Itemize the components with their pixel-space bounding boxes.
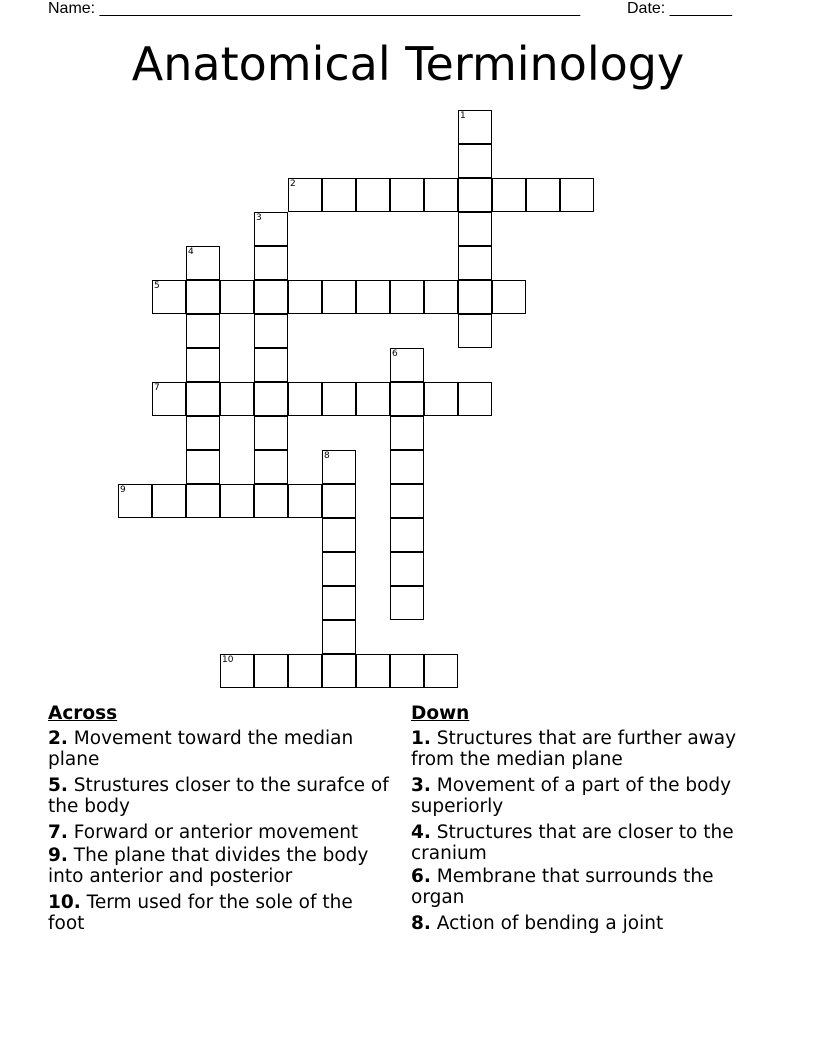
- grid-cell[interactable]: [390, 654, 424, 688]
- grid-cell[interactable]: [186, 416, 220, 450]
- name-field[interactable]: Name: ______________________________________________________: [48, 0, 581, 17]
- grid-cell[interactable]: [322, 178, 356, 212]
- grid-cell[interactable]: [356, 382, 390, 416]
- grid-cell[interactable]: [458, 144, 492, 178]
- cell-number: 7: [154, 383, 160, 393]
- grid-cell[interactable]: [152, 280, 186, 314]
- grid-cell[interactable]: [390, 178, 424, 212]
- down-heading: Down: [411, 703, 470, 724]
- grid-cell[interactable]: [152, 484, 186, 518]
- grid-cell[interactable]: [458, 382, 492, 416]
- cell-number: 8: [324, 451, 330, 461]
- clue-text: Structures that are further away from the median plane: [411, 728, 737, 770]
- clue-number: 1.: [411, 728, 431, 749]
- grid-cell[interactable]: [356, 178, 390, 212]
- cell-number: 5: [154, 281, 160, 291]
- cell-number: 10: [222, 655, 234, 665]
- date-field[interactable]: Date: _______: [627, 0, 732, 17]
- grid-cell[interactable]: [424, 178, 458, 212]
- grid-cell[interactable]: [186, 382, 220, 416]
- grid-cell[interactable]: [424, 654, 458, 688]
- clue-number: 10.: [48, 892, 81, 913]
- grid-cell[interactable]: [186, 450, 220, 484]
- grid-cell[interactable]: [322, 382, 356, 416]
- grid-cell[interactable]: [254, 212, 288, 246]
- clue-number: 4.: [411, 822, 431, 843]
- cell-number: 2: [290, 179, 296, 189]
- clue-text: Strustures closer to the surafce of the body: [48, 775, 389, 817]
- grid-cell[interactable]: [254, 280, 288, 314]
- grid-cell[interactable]: [390, 382, 424, 416]
- clue-number: 5.: [48, 775, 68, 796]
- grid-cell[interactable]: [254, 450, 288, 484]
- clue-number: 6.: [411, 866, 431, 887]
- grid-cell[interactable]: [288, 484, 322, 518]
- grid-cell[interactable]: [492, 178, 526, 212]
- clue-down-3: [411, 775, 756, 817]
- grid-cell[interactable]: [152, 382, 186, 416]
- grid-cell[interactable]: [390, 348, 424, 382]
- grid-cell[interactable]: [458, 212, 492, 246]
- grid-cell[interactable]: [322, 552, 356, 586]
- clue-across-10: [48, 892, 393, 934]
- clue-across-5: [48, 775, 393, 817]
- cell-number: 4: [188, 247, 194, 257]
- across-clues: [48, 703, 393, 939]
- grid-cell[interactable]: [288, 654, 322, 688]
- grid-cell[interactable]: [424, 382, 458, 416]
- clue-text: Movement toward the median plane: [48, 728, 354, 770]
- clue-text: Movement of a part of the body superiorly: [411, 775, 732, 817]
- clue-text: Structures that are closer to the cranium: [411, 822, 734, 864]
- clue-text: Term used for the sole of the foot: [48, 892, 353, 934]
- grid-cell[interactable]: [220, 382, 254, 416]
- cell-number: 6: [392, 349, 398, 359]
- clue-text: Forward or anterior movement: [73, 822, 359, 843]
- grid-cell[interactable]: [458, 178, 492, 212]
- grid-cell[interactable]: [390, 552, 424, 586]
- grid-cell[interactable]: [526, 178, 560, 212]
- grid-cell[interactable]: [390, 518, 424, 552]
- clue-across-7: [48, 822, 393, 843]
- grid-cell[interactable]: [424, 280, 458, 314]
- grid-cell[interactable]: [254, 416, 288, 450]
- clue-number: 3.: [411, 775, 431, 796]
- grid-cell[interactable]: [254, 382, 288, 416]
- grid-cell[interactable]: [186, 246, 220, 280]
- grid-cell[interactable]: [356, 280, 390, 314]
- grid-cell[interactable]: [390, 450, 424, 484]
- grid-cell[interactable]: [458, 280, 492, 314]
- cell-number: 1: [460, 111, 466, 121]
- grid-cell[interactable]: [254, 484, 288, 518]
- grid-cell[interactable]: [492, 280, 526, 314]
- grid-cell[interactable]: [288, 382, 322, 416]
- grid-cell[interactable]: [458, 110, 492, 144]
- clue-number: 7.: [48, 822, 68, 843]
- clue-down-4: [411, 822, 756, 864]
- grid-cell[interactable]: [356, 654, 390, 688]
- grid-cell[interactable]: [220, 484, 254, 518]
- grid-cell[interactable]: [390, 280, 424, 314]
- clue-down-8: [411, 913, 756, 934]
- grid-cell[interactable]: [322, 484, 356, 518]
- grid-cell[interactable]: [288, 178, 322, 212]
- grid-cell[interactable]: [390, 586, 424, 620]
- clue-text: Membrane that surrounds the organ: [411, 866, 714, 908]
- clue-text: Action of bending a joint: [436, 913, 664, 934]
- clue-number: 9.: [48, 845, 68, 866]
- page-title: Anatomical Terminology: [131, 37, 685, 91]
- grid-cell[interactable]: [288, 280, 322, 314]
- down-clues: [411, 703, 756, 939]
- grid-cell[interactable]: [458, 314, 492, 348]
- grid-cell[interactable]: [186, 280, 220, 314]
- grid-cell[interactable]: [322, 280, 356, 314]
- grid-cell[interactable]: [186, 348, 220, 382]
- cell-number: 3: [256, 213, 262, 223]
- clue-down-1: [411, 728, 756, 770]
- clue-number: 8.: [411, 913, 431, 934]
- grid-cell[interactable]: [322, 586, 356, 620]
- grid-cell[interactable]: [254, 654, 288, 688]
- grid-cell[interactable]: [254, 246, 288, 280]
- grid-cell[interactable]: [254, 314, 288, 348]
- clue-across-9: [48, 845, 393, 887]
- grid-cell[interactable]: [220, 654, 254, 688]
- grid-cell[interactable]: [186, 314, 220, 348]
- across-heading: Across: [48, 703, 118, 724]
- clue-number: 2.: [48, 728, 68, 749]
- grid-cell[interactable]: [322, 518, 356, 552]
- grid-cell[interactable]: [390, 484, 424, 518]
- grid-cell[interactable]: [220, 280, 254, 314]
- grid-cell[interactable]: [560, 178, 594, 212]
- grid-cell[interactable]: [390, 416, 424, 450]
- grid-cell[interactable]: [322, 450, 356, 484]
- grid-cell[interactable]: [322, 654, 356, 688]
- grid-cell[interactable]: [458, 246, 492, 280]
- grid-cell[interactable]: [254, 348, 288, 382]
- grid-cell[interactable]: [322, 620, 356, 654]
- grid-cell[interactable]: [118, 484, 152, 518]
- clue-text: The plane that divides the body into anterior and posterior: [48, 845, 369, 887]
- grid-cell[interactable]: [186, 484, 220, 518]
- clue-across-2: [48, 728, 393, 770]
- clue-down-6: [411, 866, 756, 908]
- cell-number: 9: [120, 485, 126, 495]
